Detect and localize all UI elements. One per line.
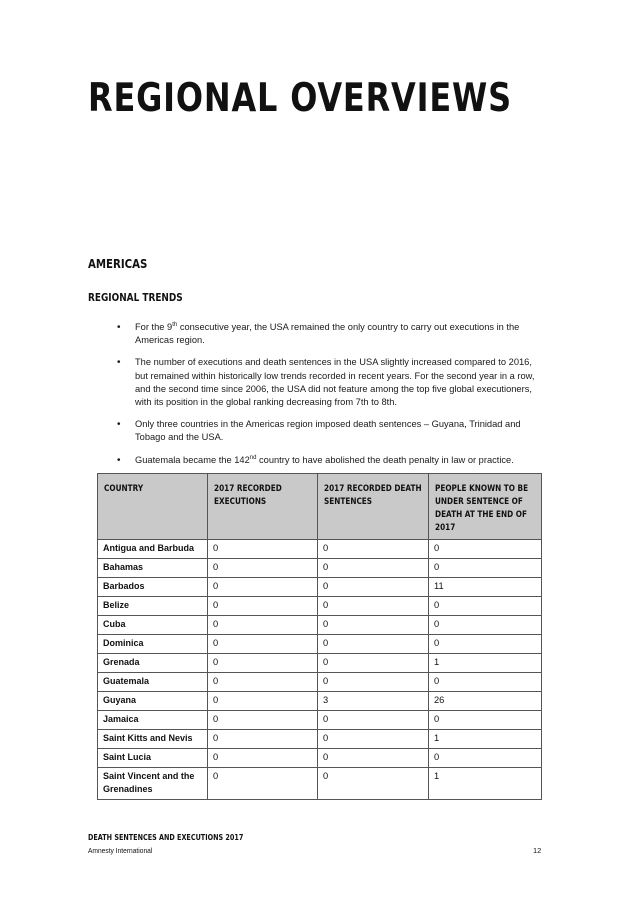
value-cell: 0 — [208, 559, 318, 578]
bullet-icon: • — [117, 322, 121, 333]
value-cell: 0 — [208, 749, 318, 768]
country-cell: Barbados — [98, 578, 208, 597]
page-number: 12 — [533, 846, 542, 855]
country-cell: Saint Vincent and the Grenadines — [98, 768, 208, 800]
value-cell: 0 — [429, 635, 542, 654]
value-cell: 1 — [429, 730, 542, 749]
table-row — [98, 559, 542, 578]
column-header-country — [98, 474, 208, 540]
table-row — [98, 673, 542, 692]
value-cell: 0 — [208, 578, 318, 597]
footer-organization: Amnesty International — [88, 846, 153, 855]
value-cell: 1 — [429, 768, 542, 800]
country-cell: Dominica — [98, 635, 208, 654]
column-header-death-sentences — [318, 474, 429, 540]
table-row — [98, 635, 542, 654]
value-cell: 0 — [318, 654, 429, 673]
table-row — [98, 540, 542, 559]
value-cell: 0 — [318, 578, 429, 597]
country-cell: Guyana — [98, 692, 208, 711]
value-cell: 0 — [429, 559, 542, 578]
value-cell: 0 — [318, 597, 429, 616]
subsection-heading: REGIONAL TRENDS — [88, 292, 183, 304]
bullet-icon: • — [117, 357, 121, 369]
bullet-text-part: consecutive year, the USA remained the only country to carry out executions in the Americas region. — [135, 322, 520, 346]
value-cell: 0 — [208, 540, 318, 559]
footer-title: DEATH SENTENCES AND EXECUTIONS 2017 — [88, 833, 244, 842]
americas-table — [97, 473, 542, 800]
bullet-text-part: country to have abolished the death penalty in law or practice. — [256, 454, 514, 465]
value-cell: 0 — [318, 749, 429, 768]
value-cell: 0 — [208, 654, 318, 673]
value-cell: 0 — [208, 730, 318, 749]
bullet-text-part: For the 9 — [135, 322, 173, 332]
value-cell: 0 — [318, 559, 429, 578]
table-row — [98, 711, 542, 730]
column-header-label: PEOPLE KNOWN TO BE UNDER SENTENCE OF DEATH AT THE END OF 2017 — [435, 484, 529, 533]
value-cell: 0 — [318, 673, 429, 692]
country-cell: Belize — [98, 597, 208, 616]
value-cell: 1 — [429, 654, 542, 673]
list-item — [117, 321, 542, 347]
value-cell: 0 — [429, 616, 542, 635]
table-row — [98, 768, 542, 800]
value-cell: 0 — [429, 597, 542, 616]
value-cell: 0 — [429, 540, 542, 559]
bullet-text: The number of executions and death sentences in the USA slightly increased compared to 2016, but remained within historically low trends recorded in recent years. For the second year in a row, and the second time since 2006, the USA did not feature among the top five global executioners, with its position in the global ranking decreasing from 7th to 8th. — [135, 357, 535, 408]
value-cell: 3 — [318, 692, 429, 711]
value-cell: 0 — [318, 616, 429, 635]
column-header-under-sentence — [429, 474, 542, 540]
value-cell: 11 — [429, 578, 542, 597]
column-header-label: COUNTRY — [104, 484, 144, 494]
table-row — [98, 616, 542, 635]
section-heading: AMERICAS — [88, 257, 148, 271]
table-row — [98, 730, 542, 749]
page-title: REGIONAL OVERVIEWS — [88, 76, 512, 121]
value-cell: 26 — [429, 692, 542, 711]
bullet-icon: • — [117, 419, 121, 431]
value-cell: 0 — [318, 540, 429, 559]
value-cell: 0 — [429, 711, 542, 730]
country-cell: Bahamas — [98, 559, 208, 578]
table-row — [98, 749, 542, 768]
country-cell: Guatemala — [98, 673, 208, 692]
value-cell: 0 — [318, 711, 429, 730]
country-cell: Antigua and Barbuda — [98, 540, 208, 559]
list-item — [117, 418, 542, 444]
bullet-icon: • — [117, 454, 121, 466]
value-cell: 0 — [208, 597, 318, 616]
country-cell: Saint Kitts and Nevis — [98, 730, 208, 749]
table-body — [98, 540, 542, 800]
bullet-superscript: nd — [249, 454, 257, 461]
value-cell: 0 — [208, 711, 318, 730]
value-cell: 0 — [208, 692, 318, 711]
country-cell: Cuba — [98, 616, 208, 635]
table-row — [98, 692, 542, 711]
value-cell: 0 — [318, 635, 429, 654]
value-cell: 0 — [208, 616, 318, 635]
value-cell: 0 — [318, 730, 429, 749]
table-row — [98, 578, 542, 597]
column-header-label: 2017 RECORDED EXECUTIONS — [214, 484, 282, 507]
bullet-superscript: th — [172, 321, 178, 328]
value-cell: 0 — [318, 768, 429, 800]
table-row — [98, 597, 542, 616]
bullet-text: Only three countries in the Americas region imposed death sentences – Guyana, Trinidad and Tobago and the USA. — [135, 419, 521, 443]
value-cell: 0 — [208, 673, 318, 692]
table-header-row — [98, 474, 542, 540]
trends-list — [117, 321, 542, 476]
country-cell: Grenada — [98, 654, 208, 673]
value-cell: 0 — [208, 768, 318, 800]
country-cell: Saint Lucia — [98, 749, 208, 768]
country-cell: Jamaica — [98, 711, 208, 730]
column-header-executions — [208, 474, 318, 540]
list-item — [117, 454, 542, 467]
bullet-text-part: Guatemala became the 142 — [135, 454, 250, 465]
list-item — [117, 356, 542, 409]
value-cell: 0 — [429, 673, 542, 692]
table-row — [98, 654, 542, 673]
column-header-label: 2017 RECORDED DEATH SENTENCES — [324, 484, 422, 507]
value-cell: 0 — [429, 749, 542, 768]
value-cell: 0 — [208, 635, 318, 654]
